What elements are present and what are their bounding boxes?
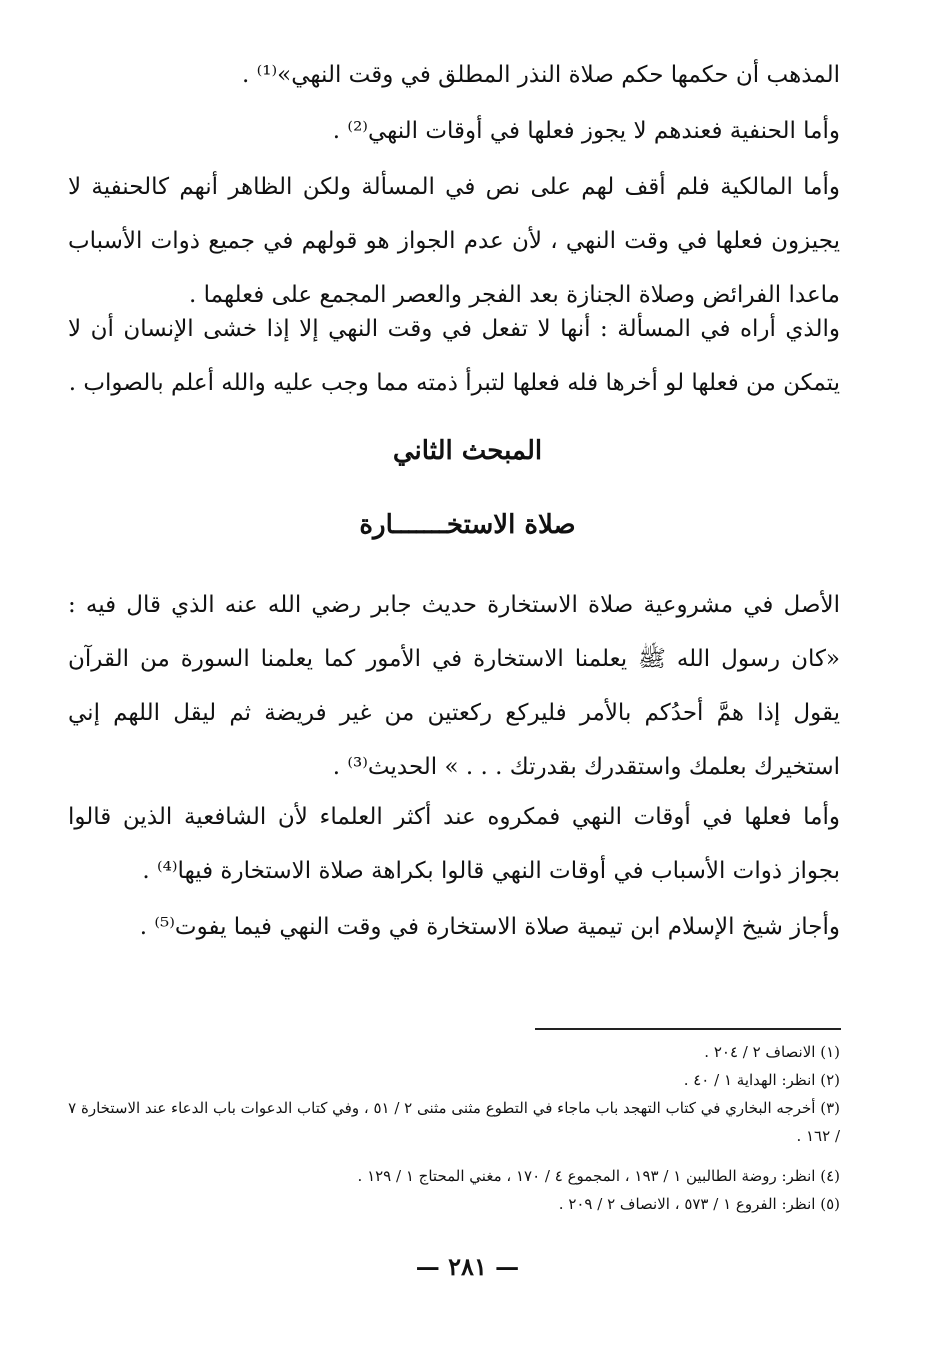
paragraph-hanafi: وأما الحنفية فعندهم لا يجوز فعلها في أوقات النهي⁽²⁾ . [332,118,840,144]
footnote-separator [535,1028,841,1030]
footnote-1: (١) الانصاف ٢ / ٢٠٤ . [704,1043,840,1061]
paragraph-istikhara-origin: الأصل في مشروعية صلاة الاستخارة حديث جابر رضي الله عنه الذي قال فيه : «كان رسول الله ﷺ يعلمنا الاستخارة في الأمور كما يعلمنا السورة من القرآن يقول إذا همَّ أحدُكم بالأمر فليركع ركعتين من غير فريضة ثم ليقل اللهم إني استخيرك بعلمك واستقدرك بقدرتك . . . » الحديث⁽³⁾ . [68,592,840,780]
chapter-title: صلاة الاستخـــــــارة [359,510,576,540]
page-number: — ٢٨١ — [415,1252,520,1281]
paragraph-istikhara-ruling: وأما فعلها في أوقات النهي فمكروه عند أكثر العلماء لأن الشافعية الذين قالوا بجواز ذوات الأسباب في أوقات النهي قالوا بكراهة صلاة الاستخارة فيها⁽⁴⁾ . [68,804,840,884]
paragraph-maliki: وأما المالكية فلم أقف لهم على نص في المسألة ولكن الظاهر أنهم كالحنفية لا يجيزون فعلها في وقت النهي ، لأن عدم الجواز هو قولهم في جميع ذوات الأسباب ماعدا الفرائض وصلاة الجنازة بعد الفجر والعصر المجمع على فعلهما . [68,174,840,308]
section-heading: المبحث الثاني [392,436,543,466]
paragraph-author-opinion: والذي أراه في المسألة : أنها لا تفعل في وقت النهي إلا إذا خشى الإنسان أن لا يتمكن من فعلها لو أخرها فله فعلها لتبرأ ذمته مما وجب عليه والله أعلم بالصواب . [68,316,840,396]
footnote-3: (٣) أخرجه البخاري في كتاب التهجد باب ماجاء في التطوع مثنى مثنى ٢ / ٥١ ، وفي كتاب الدعوات باب الدعاء عند الاستخارة ٧ / ١٦٢ . [68,1099,840,1145]
paragraph-hanbali-nadhr: المذهب أن حكمها حكم صلاة النذر المطلق في وقت النهي»⁽¹⁾ . [242,62,840,88]
footnote-2: (٢) انظر: الهداية ١ / ٤٠ . [683,1071,840,1089]
footnote-5: (٥) انظر: الفروع ١ / ٥٧٣ ، الانصاف ٢ / ٢٠٩ . [558,1195,840,1213]
footnote-4: (٤) انظر: روضة الطالبين ١ / ١٩٣ ، المجموع ٤ / ١٧٠ ، مغني المحتاج ١ / ١٢٩ . [357,1167,840,1185]
paragraph-ibn-taymiyyah: وأجاز شيخ الإسلام ابن تيمية صلاة الاستخارة في وقت النهي فيما يفوت⁽⁵⁾ . [139,914,840,940]
